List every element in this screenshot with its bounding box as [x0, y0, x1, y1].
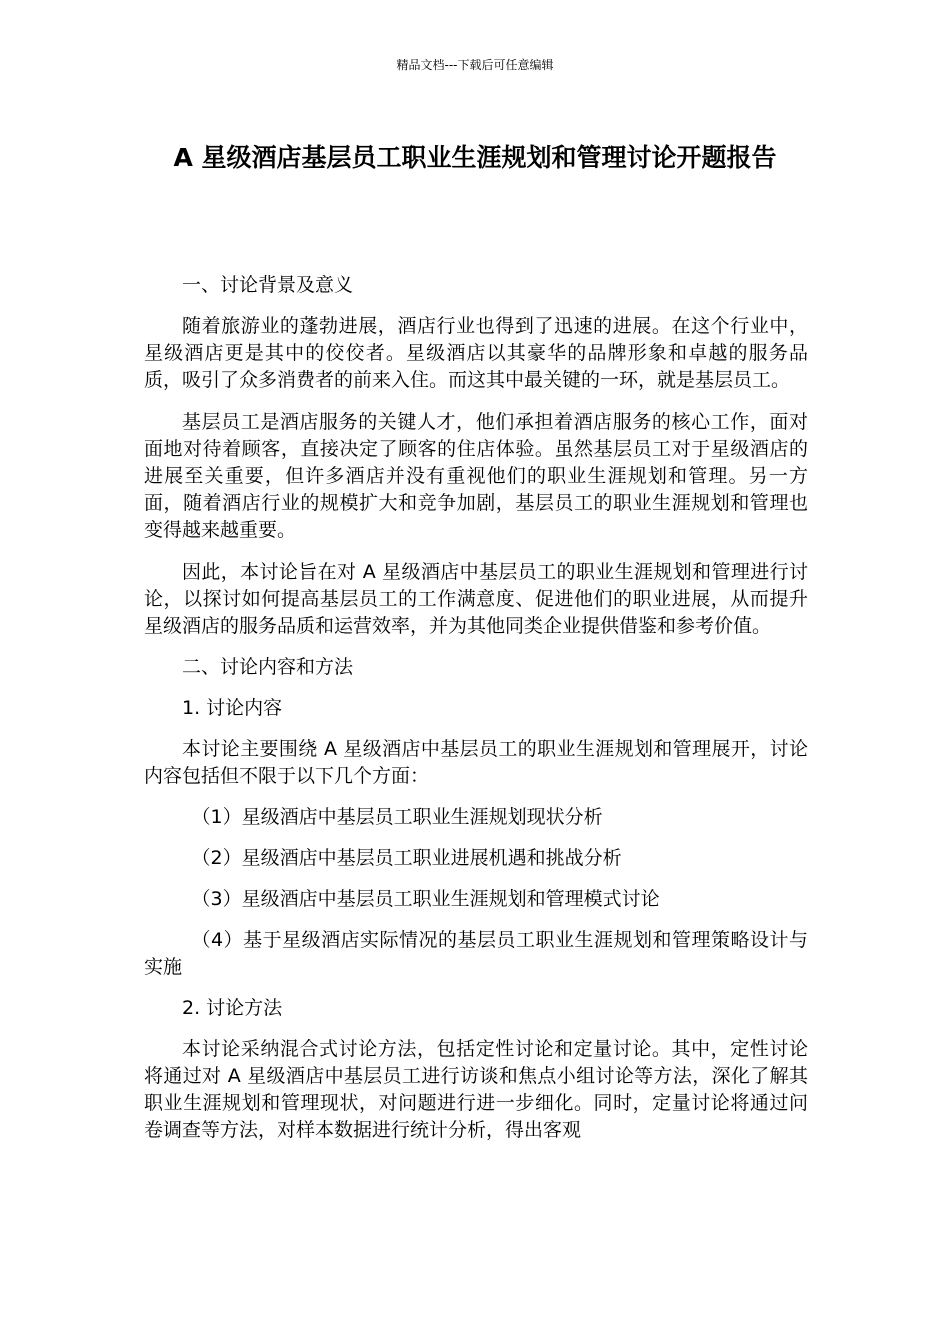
header-note: 精品文档---下载后可任意编辑: [396, 58, 554, 72]
section-heading-content-method: 二、讨论内容和方法: [182, 656, 354, 678]
paragraph-method: 本讨论采纳混合式讨论方法，包括定性讨论和定量讨论。其中，定性讨论将通过对 A 星级酒店中基层员工进行访谈和焦点小组讨论等方法，深化了解其职业生涯规划和管理现状，对问题进行进一步细化。同时，定量讨论将通过问卷调查等方法，对样本数据进行统计分析，得出客观: [144, 1038, 808, 1141]
section-heading-background: 一、讨论背景及意义: [182, 274, 354, 296]
list-item-1: （1）星级酒店中基层员工职业生涯规划现状分析: [191, 806, 603, 828]
subsection-heading-method: 2. 讨论方法: [182, 997, 283, 1019]
document-body: [144, 272, 808, 1144]
subsection-heading-content: 1. 讨论内容: [182, 697, 283, 719]
paragraph-background-2: 基层员工是酒店服务的关键人才，他们承担着酒店服务的核心工作，面对面地对待着顾客，直接决定了顾客的住店体验。虽然基层员工对于星级酒店的进展至关重要，但许多酒店并没有重视他们的职业生涯规划和管理。另一方面，随着酒店行业的规模扩大和竞争加剧，基层员工的职业生涯规划和管理也变得越来越重要。: [144, 411, 808, 541]
list-item-2: （2）星级酒店中基层员工职业进展机遇和挑战分析: [191, 847, 622, 869]
list-item-4: （4）基于星级酒店实际情况的基层员工职业生涯规划和管理策略设计与实施: [144, 929, 808, 978]
paragraph-content-intro: 本讨论主要围绕 A 星级酒店中基层员工的职业生涯规划和管理展开，讨论内容包括但不限于以下几个方面：: [144, 738, 808, 787]
list-item-3: （3）星级酒店中基层员工职业生涯规划和管理模式讨论: [191, 888, 660, 910]
paragraph-background-1: 随着旅游业的蓬勃进展，酒店行业也得到了迅速的进展。在这个行业中，星级酒店更是其中的佼佼者。星级酒店以其豪华的品牌形象和卓越的服务品质，吸引了众多消费者的前来入住。而这其中最关键的一环，就是基层员工。: [144, 315, 808, 391]
document-title: A 星级酒店基层员工职业生涯规划和管理讨论开题报告: [173, 143, 777, 172]
paragraph-background-3: 因此，本讨论旨在对 A 星级酒店中基层员工的职业生涯规划和管理进行讨论，以探讨如何提高基层员工的工作满意度、促进他们的职业进展，从而提升星级酒店的服务品质和运营效率，并为其他同类企业提供借鉴和参考价值。: [144, 561, 808, 637]
